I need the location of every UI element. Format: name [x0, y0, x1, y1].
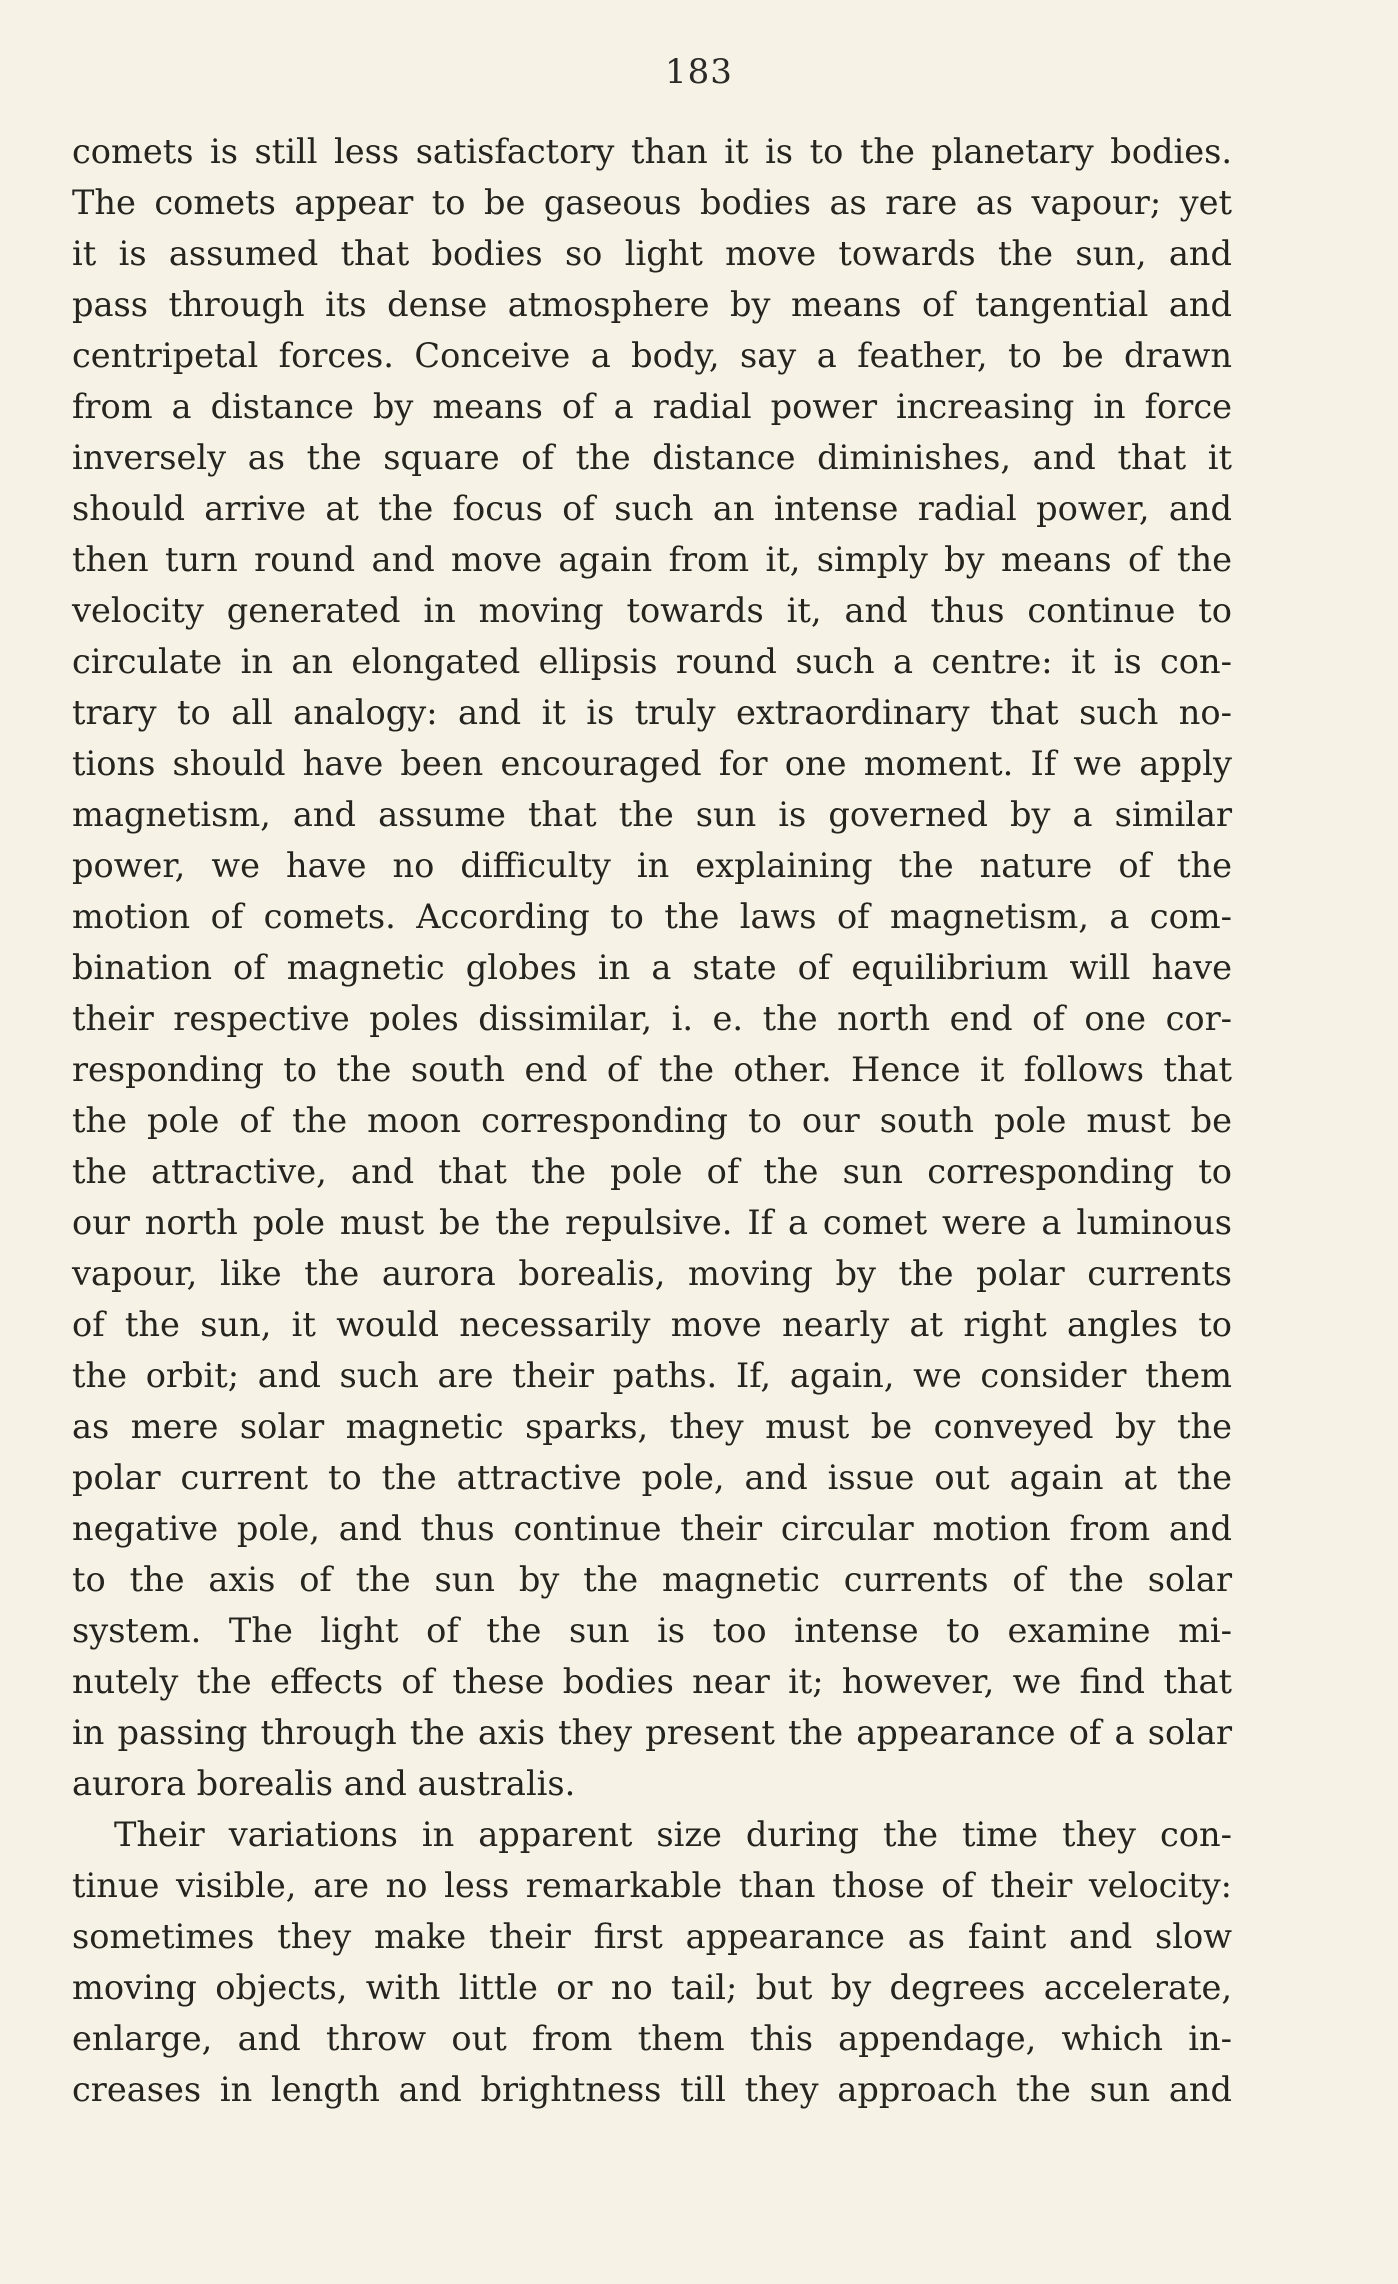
text-line: our north pole must be the repulsive. If a comet were a luminous [72, 1203, 1232, 1242]
text-line: in passing through the axis they present the appearance of a solar [72, 1713, 1232, 1752]
text-line: trary to all analogy: and it is truly extraordinary that such no- [72, 693, 1232, 732]
text-line: nutely the effects of these bodies near it; however, we find that [72, 1662, 1232, 1701]
text-line: velocity generated in moving towards it, and thus continue to [72, 591, 1232, 630]
text-line: bination of magnetic globes in a state of equilibrium will have [72, 948, 1232, 987]
text-line: from a distance by means of a radial power increasing in force [72, 387, 1232, 426]
text-line: tions should have been encouraged for one moment. If we apply [72, 744, 1232, 783]
text-line: tinue visible, are no less remarkable than those of their velocity: [72, 1866, 1232, 1905]
text-line: aurora borealis and australis. [72, 1764, 576, 1803]
text-line: the attractive, and that the pole of the sun corresponding to [72, 1152, 1232, 1191]
text-line: comets is still less satisfactory than it is to the planetary bodies. [72, 132, 1232, 171]
text-line: circulate in an elongated ellipsis round such a centre: it is con- [72, 642, 1232, 681]
body-text [72, 126, 1232, 2115]
text-line: negative pole, and thus continue their circular motion from and [72, 1509, 1232, 1548]
text-line: of the sun, it would necessarily move nearly at right angles to [72, 1305, 1232, 1344]
text-line: the pole of the moon corresponding to our south pole must be [72, 1101, 1232, 1140]
text-line: responding to the south end of the other. Hence it follows that [72, 1050, 1232, 1089]
text-line: centripetal forces. Conceive a body, say a feather, to be drawn [72, 336, 1232, 375]
text-line: should arrive at the focus of such an intense radial power, and [72, 489, 1232, 528]
text-line: their respective poles dissimilar, i. e. the north end of one cor- [72, 999, 1232, 1038]
text-line: as mere solar magnetic sparks, they must be conveyed by the [72, 1407, 1232, 1446]
text-line: motion of comets. According to the laws of magnetism, a com- [72, 897, 1232, 936]
text-line: enlarge, and throw out from them this appendage, which in- [72, 2019, 1232, 2058]
text-line: to the axis of the sun by the magnetic currents of the solar [72, 1560, 1232, 1599]
text-line: polar current to the attractive pole, and issue out again at the [72, 1458, 1232, 1497]
text-line: it is assumed that bodies so light move towards the sun, and [72, 234, 1232, 273]
text-line: pass through its dense atmosphere by means of tangential and [72, 285, 1232, 324]
text-line: sometimes they make their first appearance as faint and slow [72, 1917, 1232, 1956]
paragraph-first-line: Their variations in apparent size during the time they con- [114, 1815, 1232, 1854]
text-line: then turn round and move again from it, simply by means of the [72, 540, 1232, 579]
text-line: inversely as the square of the distance diminishes, and that it [72, 438, 1232, 477]
text-line: power, we have no difficulty in explaining the nature of the [72, 846, 1232, 885]
text-line: magnetism, and assume that the sun is governed by a similar [72, 795, 1232, 834]
text-line: moving objects, with little or no tail; but by degrees accelerate, [72, 1968, 1232, 2007]
text-line: vapour, like the aurora borealis, moving by the polar currents [72, 1254, 1232, 1293]
text-line: The comets appear to be gaseous bodies as rare as vapour; yet [72, 183, 1232, 222]
text-line: system. The light of the sun is too intense to examine mi- [72, 1611, 1232, 1650]
page-number: 183 [665, 52, 733, 92]
text-line: creases in length and brightness till they approach the sun and [72, 2070, 1232, 2109]
text-line: the orbit; and such are their paths. If, again, we consider them [72, 1356, 1232, 1395]
